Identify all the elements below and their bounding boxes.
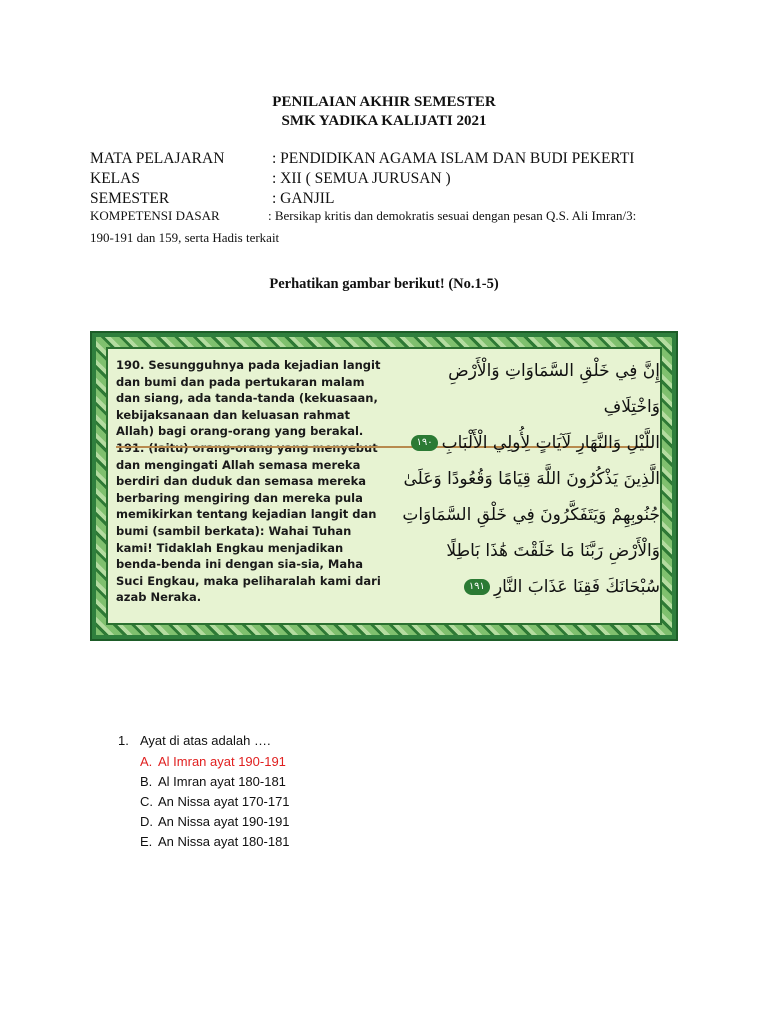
option-letter: E.: [140, 834, 153, 849]
arabic-text: [398, 353, 660, 605]
question-text: Ayat di atas adalah ….: [140, 733, 271, 748]
option-text: An Nissa ayat 190-191: [158, 814, 290, 829]
info-value: : GANJIL: [272, 190, 335, 207]
translation-191: dan mengingati Allah semasa mereka berdiri dan duduk dan semasa mereka berbaring mengiring dan mereka pula memikirkan tentang kejadian langit dan bumi (sambil berkata): Wahai Tuhan kami! Tidaklah Engkau menjadikan benda-benda ini dengan sia-sia, Maha Suci Engkau, maka peliharalah kami dari azab Neraka.: [116, 457, 381, 605]
ayah-marker-190: ١٩٠: [411, 435, 437, 451]
option-text: An Nissa ayat 180-181: [158, 834, 290, 849]
arabic-line: إِنَّ فِي خَلْقِ السَّمَاوَاتِ وَالْأَرْضِ وَاخْتِلَافِ: [448, 361, 660, 417]
option-letter: D.: [140, 814, 153, 829]
arabic-line: وَالْأَرْضِ رَبَّنَا مَا خَلَقْتَ هَٰذَا بَاطِلًا: [446, 541, 660, 561]
info-label: KELAS: [90, 170, 140, 187]
quran-verse-image: [90, 331, 678, 641]
info-value: : PENDIDIKAN AGAMA ISLAM DAN BUDI PEKERTI: [272, 150, 635, 167]
translation-text: [116, 357, 384, 606]
option-text: Al Imran ayat 190-191: [158, 754, 286, 769]
arabic-line: جُنُوبِهِمْ وَيَتَفَكَّرُونَ فِي خَلْقِ السَّمَاوَاتِ: [402, 505, 660, 525]
option-text: Al Imran ayat 180-181: [158, 774, 286, 789]
info-label: KOMPETENSI DASAR: [90, 208, 220, 223]
option-letter: B.: [140, 774, 153, 789]
option-text: An Nissa ayat 170-171: [158, 794, 290, 809]
info-value: : Bersikap kritis dan demokratis sesuai dengan pesan Q.S. Ali Imran/3:: [268, 208, 637, 223]
info-label: MATA PELAJARAN: [90, 150, 225, 167]
verse-panel: [106, 347, 662, 625]
arabic-line: اللَّيْلِ وَالنَّهَارِ لَآيَاتٍ لِأُولِي الْأَلْبَابِ١٩٠: [398, 425, 660, 461]
question-number: 1.: [118, 733, 129, 748]
ayah-marker-191: ١٩١: [464, 579, 490, 595]
translation-190: 190. Sesungguhnya pada kejadian langit dan bumi dan pada pertukaran malam dan siang, ada tanda-tanda (kekuasaan, kebijaksanaan dan keluasan rahmat Allah) bagi orang-orang yang berakal.: [116, 358, 381, 439]
arabic-line: سُبْحَانَكَ فَقِنَا عَذَابَ النَّارِ١٩١: [398, 569, 660, 605]
school-title: SMK YADIKA KALIJATI 2021: [281, 113, 487, 129]
arabic-line: الَّذِينَ يَذْكُرُونَ اللَّهَ قِيَامًا وَقُعُودًا وَعَلَىٰ: [403, 469, 660, 489]
info-continuation: 190-191 dan 159, serta Hadis terkait: [90, 230, 280, 245]
exam-title: PENILAIAN AKHIR SEMESTER: [272, 94, 496, 110]
info-label: SEMESTER: [90, 190, 170, 207]
instruction-text: Perhatikan gambar berikut! (No.1-5): [269, 276, 499, 292]
option-letter: A.: [140, 754, 153, 769]
option-letter: C.: [140, 794, 153, 809]
info-value: : XII ( SEMUA JURUSAN ): [272, 170, 451, 187]
